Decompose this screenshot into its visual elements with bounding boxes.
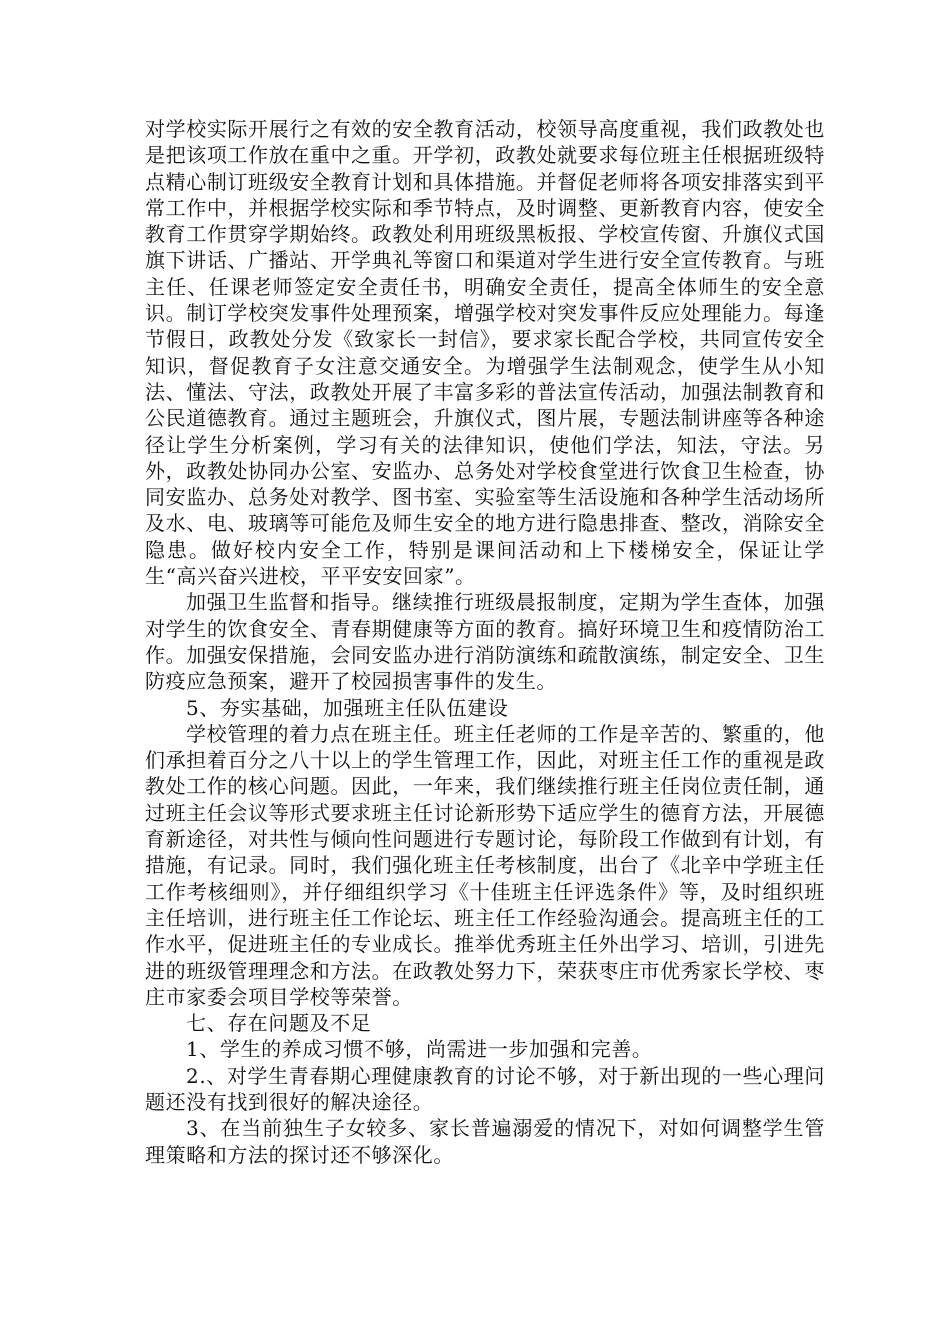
problem-item-3: 3、在当前独生子女较多、家长普遍溺爱的情况下，对如何调整学生管理策略和方法的探讨还不够深化。 xyxy=(145,1116,825,1167)
document-body xyxy=(145,116,825,1168)
paragraph-teacher-management: 学校管理的着力点在班主任。班主任老师的工作是辛苦的、繁重的，他们承担着百分之八十以上的学生管理工作，因此，对班主任工作的重视是政教处工作的核心问题。因此，一年来，我们继续推行班主任岗位责任制，通过班主任会议等形式要求班主任讨论新形势下适应学生的德育方法，开展德育新途径，对共性与倾向性问题进行专题讨论，每阶段工作做到有计划，有措施，有记录。同时，我们强化班主任考核制度，出台了《北辛中学班主任工作考核细则》，并仔细组织学习《十佳班主任评选条件》等，及时组织班主任培训，进行班主任工作论坛、班主任工作经验沟通会。提高班主任的工作水平，促进班主任的专业成长。推举优秀班主任外出学习、培训，引进先进的班级管理理念和方法。在政教处努力下，荣获枣庄市优秀家长学校、枣庄市家委会项目学校等荣誉。 xyxy=(145,721,825,1009)
paragraph-safety-education: 对学校实际开展行之有效的安全教育活动，校领导高度重视，我们政教处也是把该项工作放在重中之重。开学初，政教处就要求每位班主任根据班级特点精心制订班级安全教育计划和具体措施。并督促老师将各项安排落实到平常工作中，并根据学校实际和季节特点，及时调整、更新教育内容，使安全教育工作贯穿学期始终。政教处利用班级黑板报、学校宣传窗、升旗仪式国旗下讲话、广播站、开学典礼等窗口和渠道对学生进行安全宣传教育。与班主任、任课老师签定安全责任书，明确安全责任，提高全体师生的安全意识。制订学校突发事件处理预案，增强学校对突发事件反应处理能力。每逢节假日，政教处分发《致家长一封信》，要求家长配合学校，共同宣传安全知识，督促教育子女注意交通安全。为增强学生法制观念，使学生从小知法、懂法、守法，政教处开展了丰富多彩的普法宣传活动，加强法制教育和公民道德教育。通过主题班会，升旗仪式，图片展，专题法制讲座等各种途径让学生分析案例，学习有关的法律知识，使他们学法，知法，守法。另外，政教处协同办公室、安监办、总务处对学校食堂进行饮食卫生检查，协同安监办、总务处对教学、图书室、实验室等生活设施和各种学生活动场所及水、电、玻璃等可能危及师生安全的地方进行隐患排查、整改，消除安全隐患。做好校内安全工作，特别是课间活动和上下楼梯安全，保证让学生“高兴奋兴进校，平平安安回家”。 xyxy=(145,117,825,589)
section-heading-teacher-team: 5、夯实基础，加强班主任队伍建设 xyxy=(186,695,509,720)
paragraph-hygiene-supervision: 加强卫生监督和指导。继续推行班级晨报制度，定期为学生查体，加强对学生的饮食安全、青春期健康等方面的教育。搞好环境卫生和疫情防治工作。加强安保措施，会同安监办进行消防演练和疏散演练，制定安全、卫生防疫应急预案，避开了校园损害事件的发生。 xyxy=(145,590,825,694)
problem-item-1: 1、学生的养成习惯不够，尚需进一步加强和完善。 xyxy=(186,1037,653,1062)
problem-item-2: 2.、对学生青春期心理健康教育的讨论不够，对于新出现的一些心理问题还没有找到很好的解决途径。 xyxy=(145,1063,825,1114)
section-heading-problems: 七、存在问题及不足 xyxy=(186,1011,372,1036)
